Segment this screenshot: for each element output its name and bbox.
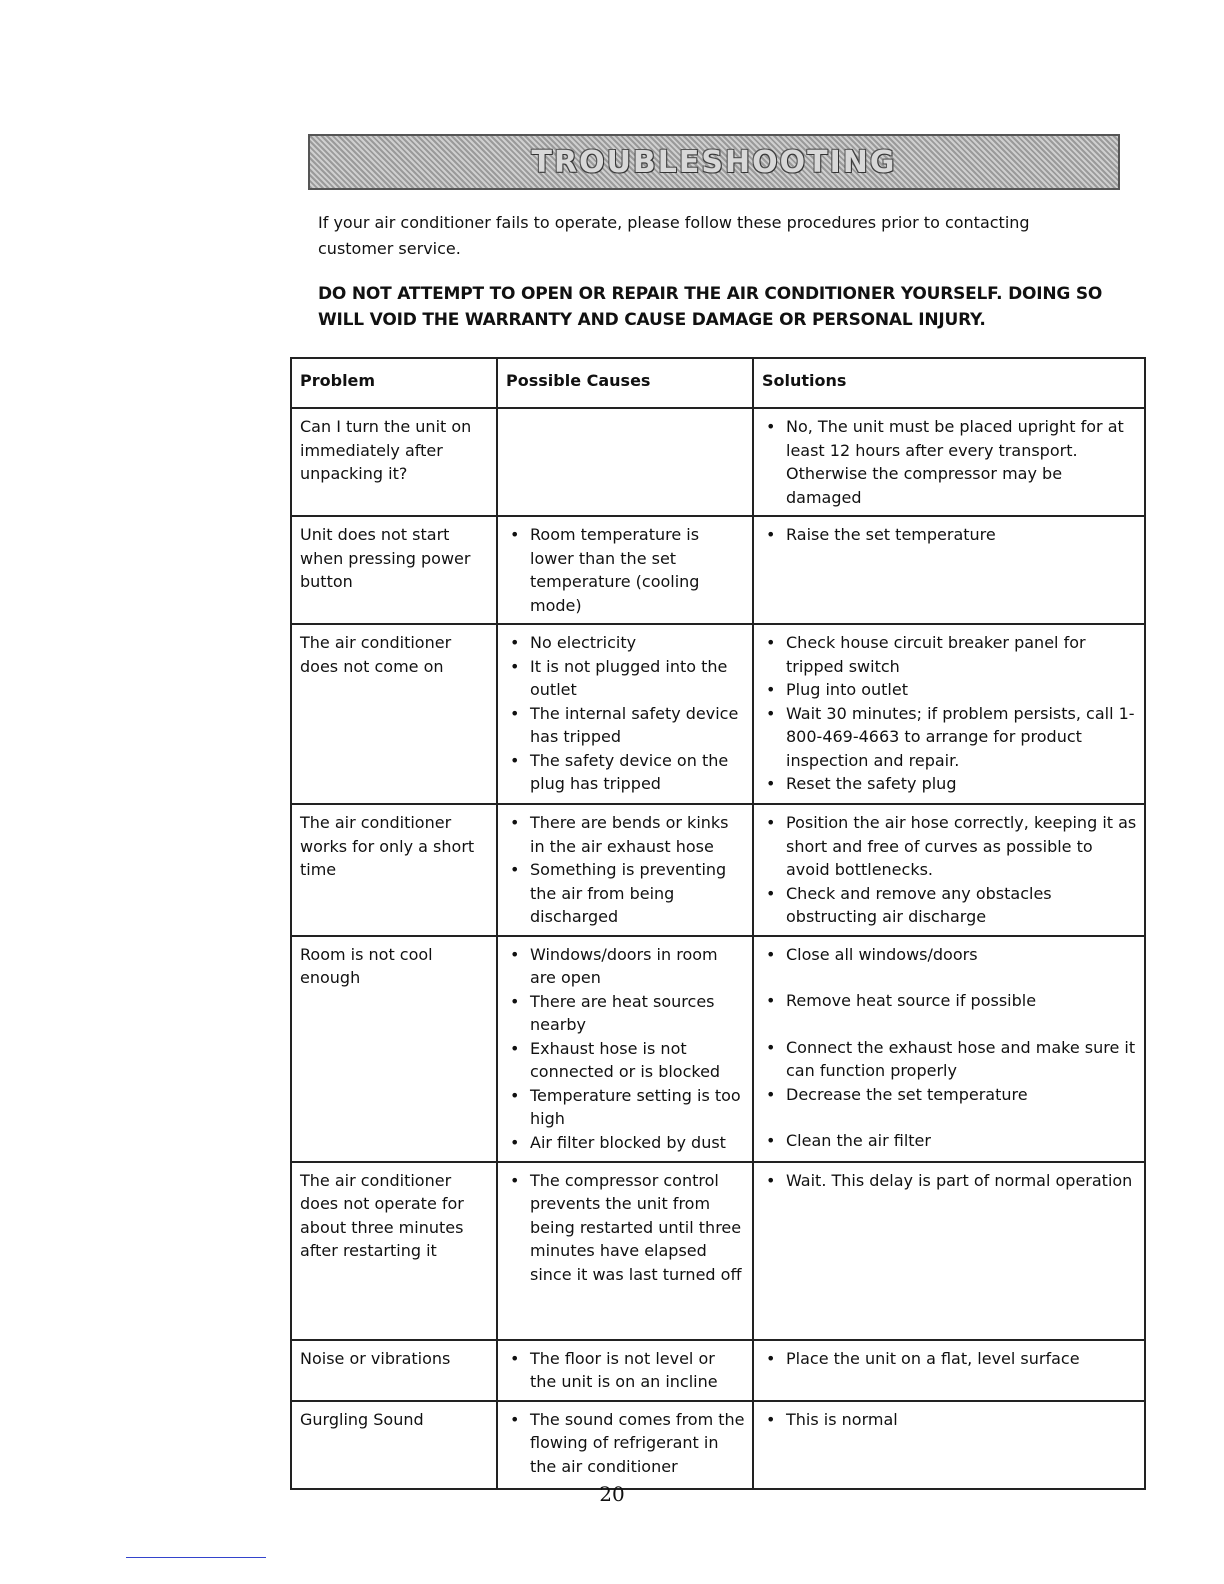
causes-list: [506, 1347, 746, 1394]
solutions-cell: [753, 936, 1145, 1162]
cause-item: • No electricity: [530, 631, 746, 655]
troubleshooting-table: [290, 357, 1146, 1490]
solution-item: • This is normal: [786, 1408, 1138, 1432]
solution-item: • Reset the safety plug: [786, 772, 1138, 796]
warning-text: DO NOT ATTEMPT TO OPEN OR REPAIR THE AIR CONDITIONER YOURSELF. DOING SO WILL VOID THE WARRANTY AND CAUSE DAMAGE OR PERSONAL INJURY.: [318, 284, 1103, 330]
solution-item: • Connect the exhaust hose and make sure it can function properly: [786, 1036, 1138, 1083]
cause-item: • Exhaust hose is not connected or is blocked: [530, 1037, 746, 1084]
cause-item: • The internal safety device has tripped: [530, 702, 746, 749]
cause-item: • Room temperature is lower than the set temperature (cooling mode): [530, 523, 746, 617]
solution-item: • Close all windows/doors: [786, 943, 1138, 967]
solutions-list: [762, 415, 1138, 509]
solutions-cell: [753, 408, 1145, 516]
solution-item: • Position the air hose correctly, keeping it as short and free of curves as possible to avoid bottlenecks.: [786, 811, 1138, 882]
solution-item: • Remove heat source if possible: [786, 989, 1138, 1013]
possible-causes-cell: [497, 624, 753, 804]
table-row: [291, 1401, 1145, 1489]
footer-rule: [126, 1557, 266, 1558]
causes-list: [506, 631, 746, 796]
solution-item: • Raise the set temperature: [786, 523, 1138, 547]
possible-causes-cell: [497, 1401, 753, 1489]
solution-item: • Decrease the set temperature: [786, 1083, 1138, 1107]
solutions-cell: [753, 516, 1145, 624]
possible-causes-cell: [497, 516, 753, 624]
cause-item: • Something is preventing the air from being discharged: [530, 858, 746, 929]
header-problem: Problem: [291, 358, 497, 408]
causes-list: [506, 811, 746, 929]
intro-text: If your air conditioner fails to operate, please follow these procedures prior to contacting customer service.: [318, 213, 1030, 258]
solutions-list: [762, 523, 1138, 547]
page-number: 20: [599, 1482, 625, 1506]
solution-item: • Wait 30 minutes; if problem persists, call 1-800-469-4663 to arrange for product inspection and repair.: [786, 702, 1138, 773]
solutions-list: [762, 631, 1138, 796]
solutions-cell: [753, 624, 1145, 804]
problem-cell: Unit does not start when pressing power button: [291, 516, 497, 624]
header-possible-causes: Possible Causes: [497, 358, 753, 408]
causes-list: [506, 523, 746, 617]
cause-item: • There are bends or kinks in the air exhaust hose: [530, 811, 746, 858]
solutions-list: [762, 943, 1138, 1153]
table-header-row: [291, 358, 1145, 408]
problem-cell: The air conditioner does not come on: [291, 624, 497, 804]
header-solutions: Solutions: [753, 358, 1145, 408]
table-row: [291, 408, 1145, 516]
solutions-list: [762, 1169, 1138, 1193]
cause-item: • The compressor control prevents the unit from being restarted until three minutes have elapsed since it was last turned off: [530, 1169, 746, 1287]
solution-item: • Clean the air filter: [786, 1129, 1138, 1153]
page-title: TROUBLESHOOTING: [531, 144, 897, 180]
causes-list: [506, 943, 746, 1155]
solution-item: • Check and remove any obstacles obstructing air discharge: [786, 882, 1138, 929]
solution-item: • Wait. This delay is part of normal operation: [786, 1169, 1138, 1193]
cause-item: • There are heat sources nearby: [530, 990, 746, 1037]
table-row: [291, 804, 1145, 936]
problem-cell: Room is not cool enough: [291, 936, 497, 1162]
solutions-cell: [753, 804, 1145, 936]
causes-list: [506, 1408, 746, 1479]
problem-cell: The air conditioner works for only a short time: [291, 804, 497, 936]
table-row: [291, 516, 1145, 624]
table-row: [291, 936, 1145, 1162]
title-banner: [308, 134, 1120, 190]
possible-causes-cell: [497, 1340, 753, 1401]
solution-item: • Plug into outlet: [786, 678, 1138, 702]
cause-item: • The floor is not level or the unit is on an incline: [530, 1347, 746, 1394]
cause-item: • Air filter blocked by dust: [530, 1131, 746, 1155]
possible-causes-cell: [497, 936, 753, 1162]
solutions-list: [762, 1408, 1138, 1432]
table-row: [291, 1340, 1145, 1401]
possible-causes-cell: [497, 408, 753, 516]
cause-item: • It is not plugged into the outlet: [530, 655, 746, 702]
table-row: [291, 624, 1145, 804]
solutions-cell: [753, 1340, 1145, 1401]
table-row: [291, 1162, 1145, 1340]
solutions-cell: [753, 1162, 1145, 1340]
causes-list: [506, 1169, 746, 1287]
cause-item: • The sound comes from the flowing of refrigerant in the air conditioner: [530, 1408, 746, 1479]
problem-cell: Can I turn the unit on immediately after unpacking it?: [291, 408, 497, 516]
problem-cell: The air conditioner does not operate for about three minutes after restarting it: [291, 1162, 497, 1340]
solutions-list: [762, 811, 1138, 929]
cause-item: • The safety device on the plug has tripped: [530, 749, 746, 796]
problem-cell: Gurgling Sound: [291, 1401, 497, 1489]
cause-item: • Temperature setting is too high: [530, 1084, 746, 1131]
solution-item: • No, The unit must be placed upright for at least 12 hours after every transport. Otherwise the compressor may be damaged: [786, 415, 1138, 509]
solution-item: • Place the unit on a flat, level surface: [786, 1347, 1138, 1371]
table-body: [291, 408, 1145, 1489]
solutions-list: [762, 1347, 1138, 1371]
solution-item: • Check house circuit breaker panel for tripped switch: [786, 631, 1138, 678]
solutions-cell: [753, 1401, 1145, 1489]
possible-causes-cell: [497, 1162, 753, 1340]
problem-cell: Noise or vibrations: [291, 1340, 497, 1401]
cause-item: • Windows/doors in room are open: [530, 943, 746, 990]
possible-causes-cell: [497, 804, 753, 936]
